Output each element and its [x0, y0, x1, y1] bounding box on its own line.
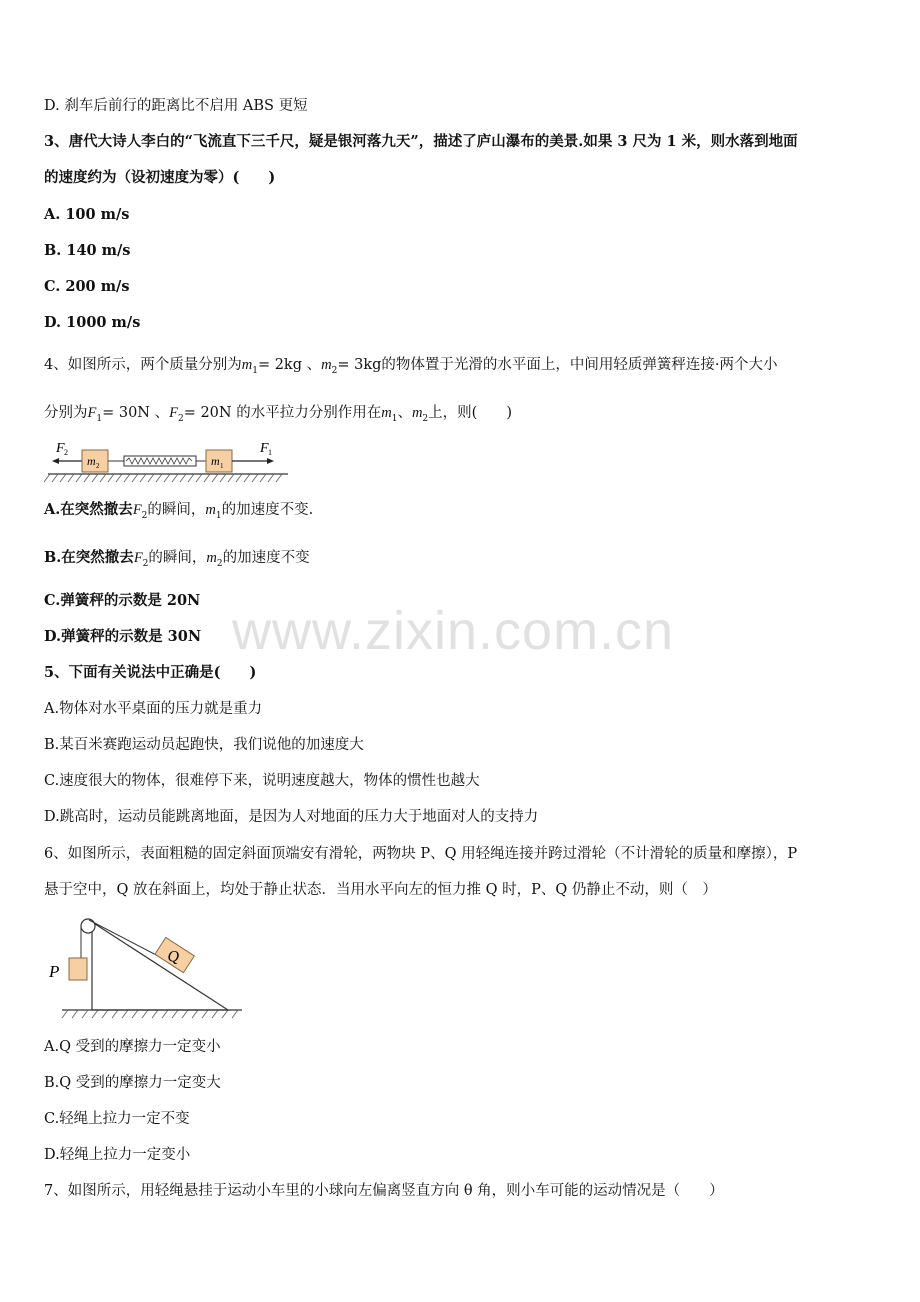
- question-5-option-d: D.跳高时，运动员能跳离地面，是因为人对地面的压力大于地面对人的支持力: [44, 809, 539, 825]
- label-p: P: [49, 962, 60, 981]
- question-3-option-a: A. 100 m/s: [44, 206, 130, 223]
- f1-subscript: 1: [268, 448, 272, 457]
- question-6-stem-line-2: 悬于空中，Q 放在斜面上，均处于静止状态．当用水平向左的恒力推 Q 时，P、Q 仍静止不动，则（ ）: [44, 882, 717, 898]
- watermark: www.zixin.com.cn: [232, 601, 675, 661]
- question-3-stem-line-2: 的速度约为（设初速度为零）( ): [44, 169, 276, 186]
- question-6-option-d: D.轻绳上拉力一定变小: [44, 1147, 191, 1163]
- question-4-option-c: C.弹簧秤的示数是 20N: [44, 592, 201, 609]
- question-3-option-d: D. 1000 m/s: [44, 314, 141, 331]
- question-5-option-c: C.速度很大的物体，很难停下来，说明速度越大，物体的惯性也越大: [44, 773, 480, 789]
- f1-label: F: [260, 441, 269, 456]
- question-6-option-c: C.轻绳上拉力一定不变: [44, 1111, 190, 1127]
- question-4-option-b: B.在突然撤去$F_2$的瞬间，$m_2$的加速度不变: [44, 549, 310, 569]
- question-3-option-c: C. 200 m/s: [44, 278, 130, 295]
- label-q: Q: [167, 948, 180, 966]
- question-4-option-d: D.弹簧秤的示数是 30N: [44, 628, 202, 645]
- question-5-option-a: A.物体对水平桌面的压力就是重力: [44, 701, 263, 717]
- question-6-option-a: A.Q 受到的摩擦力一定变小: [44, 1039, 221, 1055]
- rope-incline: [89, 920, 162, 958]
- question-4-stem-line-2: 分别为$F_1= 30N$ 、$F_2= 20N$ 的水平拉力分别作用在$m_1$、$m_2$上，则( ): [44, 405, 512, 424]
- spring-scale: [124, 456, 196, 466]
- block-p: [69, 958, 87, 980]
- question-5-stem: 5、下面有关说法中正确是( ): [44, 664, 257, 681]
- incline: [92, 922, 228, 1010]
- svg-text:m: m: [211, 454, 220, 468]
- f2-label: F: [56, 441, 65, 456]
- question-3-option-b: B. 140 m/s: [44, 242, 131, 259]
- svg-text:1: 1: [220, 462, 224, 470]
- incline-pulley-figure: [44, 912, 248, 1022]
- f2-subscript: 2: [64, 448, 68, 457]
- svg-text:2: 2: [96, 462, 100, 470]
- question-7-stem: 7、如图所示，用轻绳悬挂于运动小车里的小球向左偏离竖直方向 θ 角，则小车可能的运动情况是（ ）: [44, 1183, 724, 1199]
- question-6-option-b: B.Q 受到的摩擦力一定变大: [44, 1075, 221, 1091]
- pulley: [81, 919, 95, 933]
- question-2-option-d: D. 刹车后前行的距离比不启用 ABS 更短: [44, 98, 308, 114]
- question-6-stem-line-1: 6、如图所示，表面粗糙的固定斜面顶端安有滑轮，两物块 P、Q 用轻绳连接并跨过滑轮（不计滑轮的质量和摩擦），P: [44, 846, 798, 862]
- spring-scale-figure: [44, 436, 294, 488]
- question-5-option-b: B.某百米赛跑运动员起跑快，我们说他的加速度大: [44, 737, 364, 753]
- question-4-stem-line-1: 4、如图所示，两个质量分别为$m_1= 2kg$ 、$m_2= 3kg$的物体置于光滑的水平面上，中间用轻质弹簧秤连接·两个大小: [44, 357, 778, 376]
- question-3-stem-line-1: 3、唐代大诗人李白的“飞流直下三千尺，疑是银河落九天”，描述了庐山瀑布的美景.如果 3 尺为 1 米，则水落到地面: [44, 133, 798, 150]
- svg-text:m: m: [87, 454, 96, 468]
- question-4-option-a: A.在突然撤去$F_2$的瞬间，$m_1$的加速度不变.: [44, 501, 314, 521]
